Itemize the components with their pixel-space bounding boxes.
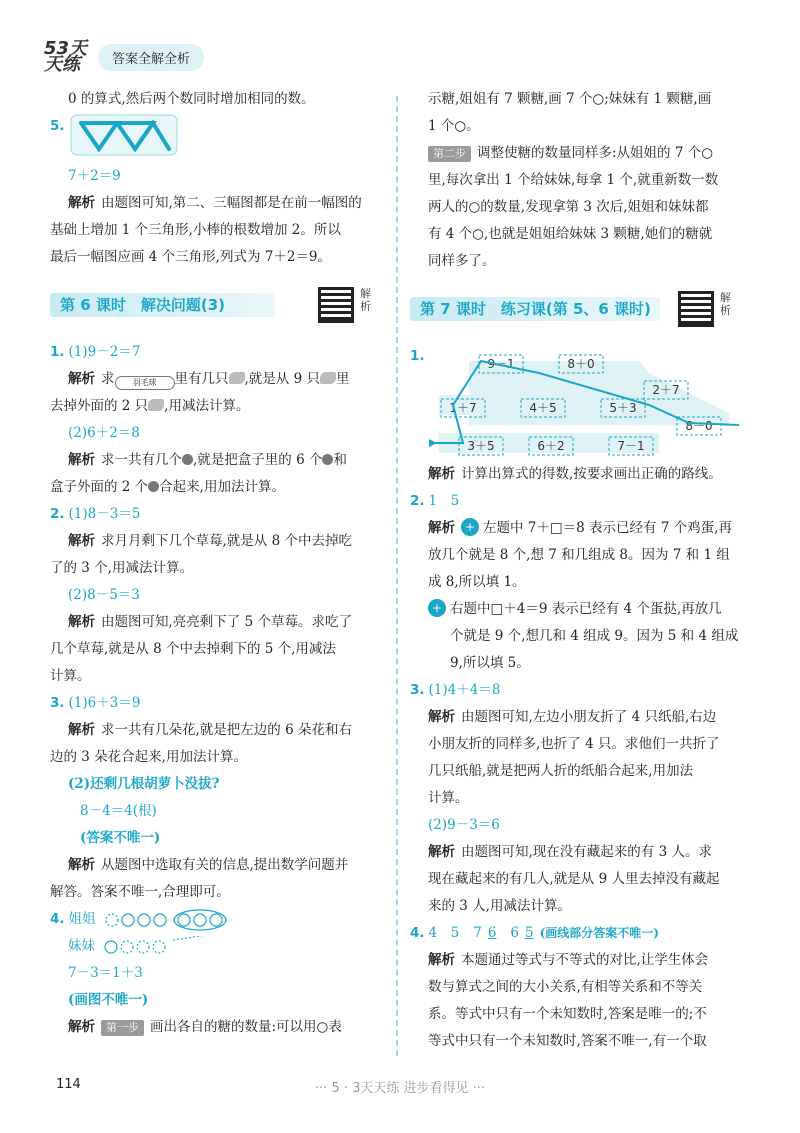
maze-expression: 3＋5 [466, 439, 495, 453]
answer: (1)4＋4＝8 [428, 682, 501, 698]
answer: 1 5 [428, 493, 460, 509]
analysis-label: 解析 [68, 722, 95, 738]
question-3 [50, 690, 385, 906]
analysis-label: 解析 [68, 452, 95, 468]
question-4 [50, 906, 385, 1041]
text-line: 现在藏起来的有几人,就是从 9 人里去掉没有藏起 [428, 871, 720, 887]
maze-figure [429, 343, 739, 459]
text-line: 小朋友折的同样多,也折了 4 只。求他们一共折了 [428, 736, 720, 752]
text: 从题图中选取有关的信息,提出数学问题并 [101, 857, 349, 873]
answer: (1)6＋3＝9 [68, 695, 141, 711]
text: 计算出算式的得数,按要求画出正确的路线。 [461, 466, 722, 482]
answer: 6 [510, 925, 519, 941]
answer: (2)还剩几根胡萝卜没拔? [68, 776, 220, 792]
text: 由题图可知,左边小朋友折了 4 只纸船,右边 [461, 709, 717, 725]
text: ,就是从 9 只 [244, 371, 320, 387]
question-4 [410, 920, 750, 1055]
maze-expression: 2＋7 [651, 383, 680, 397]
question-1 [410, 343, 750, 488]
maze-expression: 9－1 [486, 357, 515, 371]
analysis-label: 解析 [428, 952, 455, 968]
text: 去掉外面的 2 只 [50, 398, 149, 414]
answer-equation: 7－3＝1＋3 [68, 965, 143, 981]
answer: 8－4＝4(根) [80, 803, 157, 819]
text-line: 1 个○。 [428, 118, 480, 134]
page-number: 114 [56, 1077, 81, 1092]
analysis-label: 解析 [428, 709, 455, 725]
text: ,就是把盒子里的 6 个 [193, 452, 323, 468]
plus-marker-icon: + [428, 599, 446, 617]
answer: (2)6＋2＝8 [68, 425, 140, 441]
text: 求一共有几朵花,就是把左边的 6 朵花和右 [101, 722, 352, 738]
text-line: 0 的算式,然后两个数同时增加相同的数。 [68, 91, 315, 107]
answer-underlined: 6 [487, 925, 497, 941]
analysis-label: 解析 [428, 844, 455, 860]
text-line: 来的 3 人,用减法计算。 [428, 898, 571, 914]
text-line: 9,所以填 5。 [450, 655, 530, 671]
younger-sister-circles [103, 936, 253, 958]
footer-slogan: ··· 5 · 3天天练 进步看得见 ··· [314, 1081, 486, 1096]
answer-note: (画图不唯一) [68, 992, 149, 1008]
sister-circles [104, 909, 254, 931]
shuttlecock-tube-icon: 羽毛球 [115, 376, 175, 390]
text-line: 基础上增加 1 个三角形,小棒的根数增加 2。所以 [50, 222, 341, 238]
text-line: 两人的○的数量,发现拿第 3 次后,姐姐和妹妹都 [428, 199, 709, 215]
answer: (2)8－5＝3 [68, 587, 140, 603]
text: 画出各自的糖的数量:可以用○表 [150, 1019, 342, 1035]
ball-icon [322, 454, 333, 465]
shuttlecock-icon [229, 372, 245, 384]
maze-expression: 5＋3 [608, 401, 637, 415]
text: 调整使糖的数量同样多:从姐姐的 7 个○ [477, 145, 713, 161]
text: 由题图可知,现在没有藏起来的有 3 人。求 [461, 844, 712, 860]
text-line: 解答。答案不唯一,合理即可。 [50, 884, 230, 900]
left-column [50, 86, 385, 1041]
step-badge: 第二步 [428, 146, 471, 162]
label-younger-sister: 妹妹 [68, 938, 95, 954]
text-line: 示糖,姐姐有 7 颗糖,画 7 个○;妹妹有 1 颗糖,画 [428, 91, 712, 107]
answer-note: (答案不唯一) [80, 830, 161, 846]
answer-equation: 7＋2＝9 [68, 168, 121, 184]
start-arrow [429, 439, 437, 447]
question-number: 4. [50, 911, 65, 927]
text: 本题通过等式与不等式的对比,让学生体会 [461, 952, 709, 968]
step-badge: 第一步 [101, 1020, 144, 1036]
text-line: 里,每次拿出 1 个给妹妹,每拿 1 个,就重新数一数 [428, 172, 719, 188]
text-line: 边的 3 朵花合起来,用加法计算。 [50, 749, 247, 765]
text: 里 [335, 371, 350, 387]
label-sister: 姐姐 [68, 911, 96, 927]
maze-expression: 8－0 [684, 419, 713, 433]
header-title: 答案全解全析 [98, 44, 204, 71]
section-title: 第 7 课时 练习课(第 5、6 课时) [420, 300, 651, 318]
analysis-label: 解析 [68, 1019, 95, 1035]
question-number: 2. [410, 493, 425, 509]
answer: (1)8－3＝5 [68, 506, 141, 522]
section-header-7 [410, 289, 750, 329]
answer-underlined: 5 [525, 925, 534, 941]
answer: (2)9－3＝6 [428, 817, 500, 833]
question-3 [410, 677, 750, 920]
text: 合起来,用加法计算。 [159, 479, 285, 495]
analysis-line [50, 190, 385, 217]
maze-expression: 7－1 [616, 439, 645, 453]
question-number: 1. [410, 348, 425, 364]
question-2 [50, 501, 385, 690]
text-line: 了的 3 个,用减法计算。 [50, 560, 193, 576]
maze-expression: 4＋5 [528, 401, 557, 415]
text-line: 系。等式中只有一个未知数时,答案是唯一的;不 [428, 1006, 707, 1022]
question-number: 2. [50, 506, 65, 522]
analysis-label: 解析 [68, 195, 95, 211]
section-header-6 [50, 285, 385, 325]
qr-code-icon[interactable] [318, 287, 354, 323]
maze-expression: 1＋7 [448, 401, 477, 415]
question-1 [50, 339, 385, 501]
text-line: 有 4 个○,也就是姐姐给妹妹 3 颗糖,她们的糖就 [428, 226, 713, 242]
text: 求月月剩下几个草莓,就是从 8 个中去掉吃 [101, 533, 352, 549]
text: 右题中□＋4＝9 表示已经有 4 个蛋挞,再放几 [450, 601, 722, 617]
analysis-label: 解析 [68, 371, 95, 387]
plus-marker-icon: + [461, 518, 479, 536]
analysis-label: 解析 [428, 520, 455, 536]
answer: 4 5 [428, 925, 460, 941]
text-line: 等式中只有一个未知数时,答案不唯一,有一个取 [428, 1033, 707, 1049]
question-number: 4. [410, 925, 425, 941]
question-5 [50, 113, 385, 271]
text: 盒子外面的 2 个 [50, 479, 149, 495]
qr-code-icon[interactable] [678, 291, 714, 327]
text-line: 数与算式之间的大小关系,有相等关系和不等关 [428, 979, 703, 995]
text-line: 几个草莓,就是从 8 个中去掉剩下的 5 个,用减法 [50, 641, 336, 657]
text-line: 个就是 9 个,想几和 4 组成 9。因为 5 和 4 组成 [450, 628, 739, 644]
text-line: 放几个就是 8 个,想 7 和几组成 8。因为 7 和 1 组 [428, 547, 730, 563]
text-line: 计算。 [50, 668, 91, 684]
maze-expression: 8＋0 [566, 357, 595, 371]
question-number: 3. [50, 695, 65, 711]
text: 和 [333, 452, 347, 468]
analysis-label: 解析 [68, 614, 95, 630]
text-line: 成 8,所以填 1。 [428, 574, 526, 590]
text: 求一共有几个 [101, 452, 182, 468]
question-2 [410, 488, 750, 677]
answer: 7 [473, 925, 482, 941]
text-line: 几只纸船,就是把两人折的纸船合起来,用加法 [428, 763, 694, 779]
section-title: 第 6 课时 解决问题(3) [60, 296, 226, 314]
text: 左题中 7＋□＝8 表示已经有 7 个鸡蛋,再 [483, 520, 732, 536]
text-line: 同样多了。 [428, 253, 496, 269]
question-number: 5. [50, 118, 65, 134]
page-header [44, 38, 204, 75]
text-line: 最后一幅图应画 4 个三角形,列式为 7＋2＝9。 [50, 249, 332, 265]
answer-note: (画线部分答案不唯一) [539, 926, 659, 940]
maze-expression: 6＋2 [536, 439, 565, 453]
ball-icon [182, 454, 193, 465]
column-divider [396, 96, 398, 1056]
qr-label: 解析 [720, 291, 731, 317]
page-footer [0, 1077, 800, 1097]
analysis-label: 解析 [68, 533, 95, 549]
text: 求 [101, 371, 115, 387]
shuttlecock-icon [320, 372, 336, 384]
text: 里有几只 [174, 371, 229, 387]
brand-logo: 53天天练 [44, 38, 88, 75]
text-line: 计算。 [428, 790, 469, 806]
analysis-label: 解析 [428, 466, 455, 482]
analysis-label: 解析 [68, 857, 95, 873]
question-number: 1. [50, 344, 65, 360]
question-number: 3. [410, 682, 425, 698]
text: ,用减法计算。 [164, 398, 250, 414]
text: 由题图可知,亮亮剩下了 5 个草莓。求吃了 [101, 614, 352, 630]
analysis-text: 由题图可知,第二、三幅图都是在前一幅图的 [101, 195, 362, 211]
qr-label: 解析 [360, 287, 371, 313]
ball-icon [148, 481, 159, 492]
triangle-sticks-figure [69, 113, 179, 157]
shuttlecock-icon [148, 399, 164, 411]
answer: (1)9－2＝7 [68, 344, 141, 360]
right-column [410, 86, 750, 1055]
